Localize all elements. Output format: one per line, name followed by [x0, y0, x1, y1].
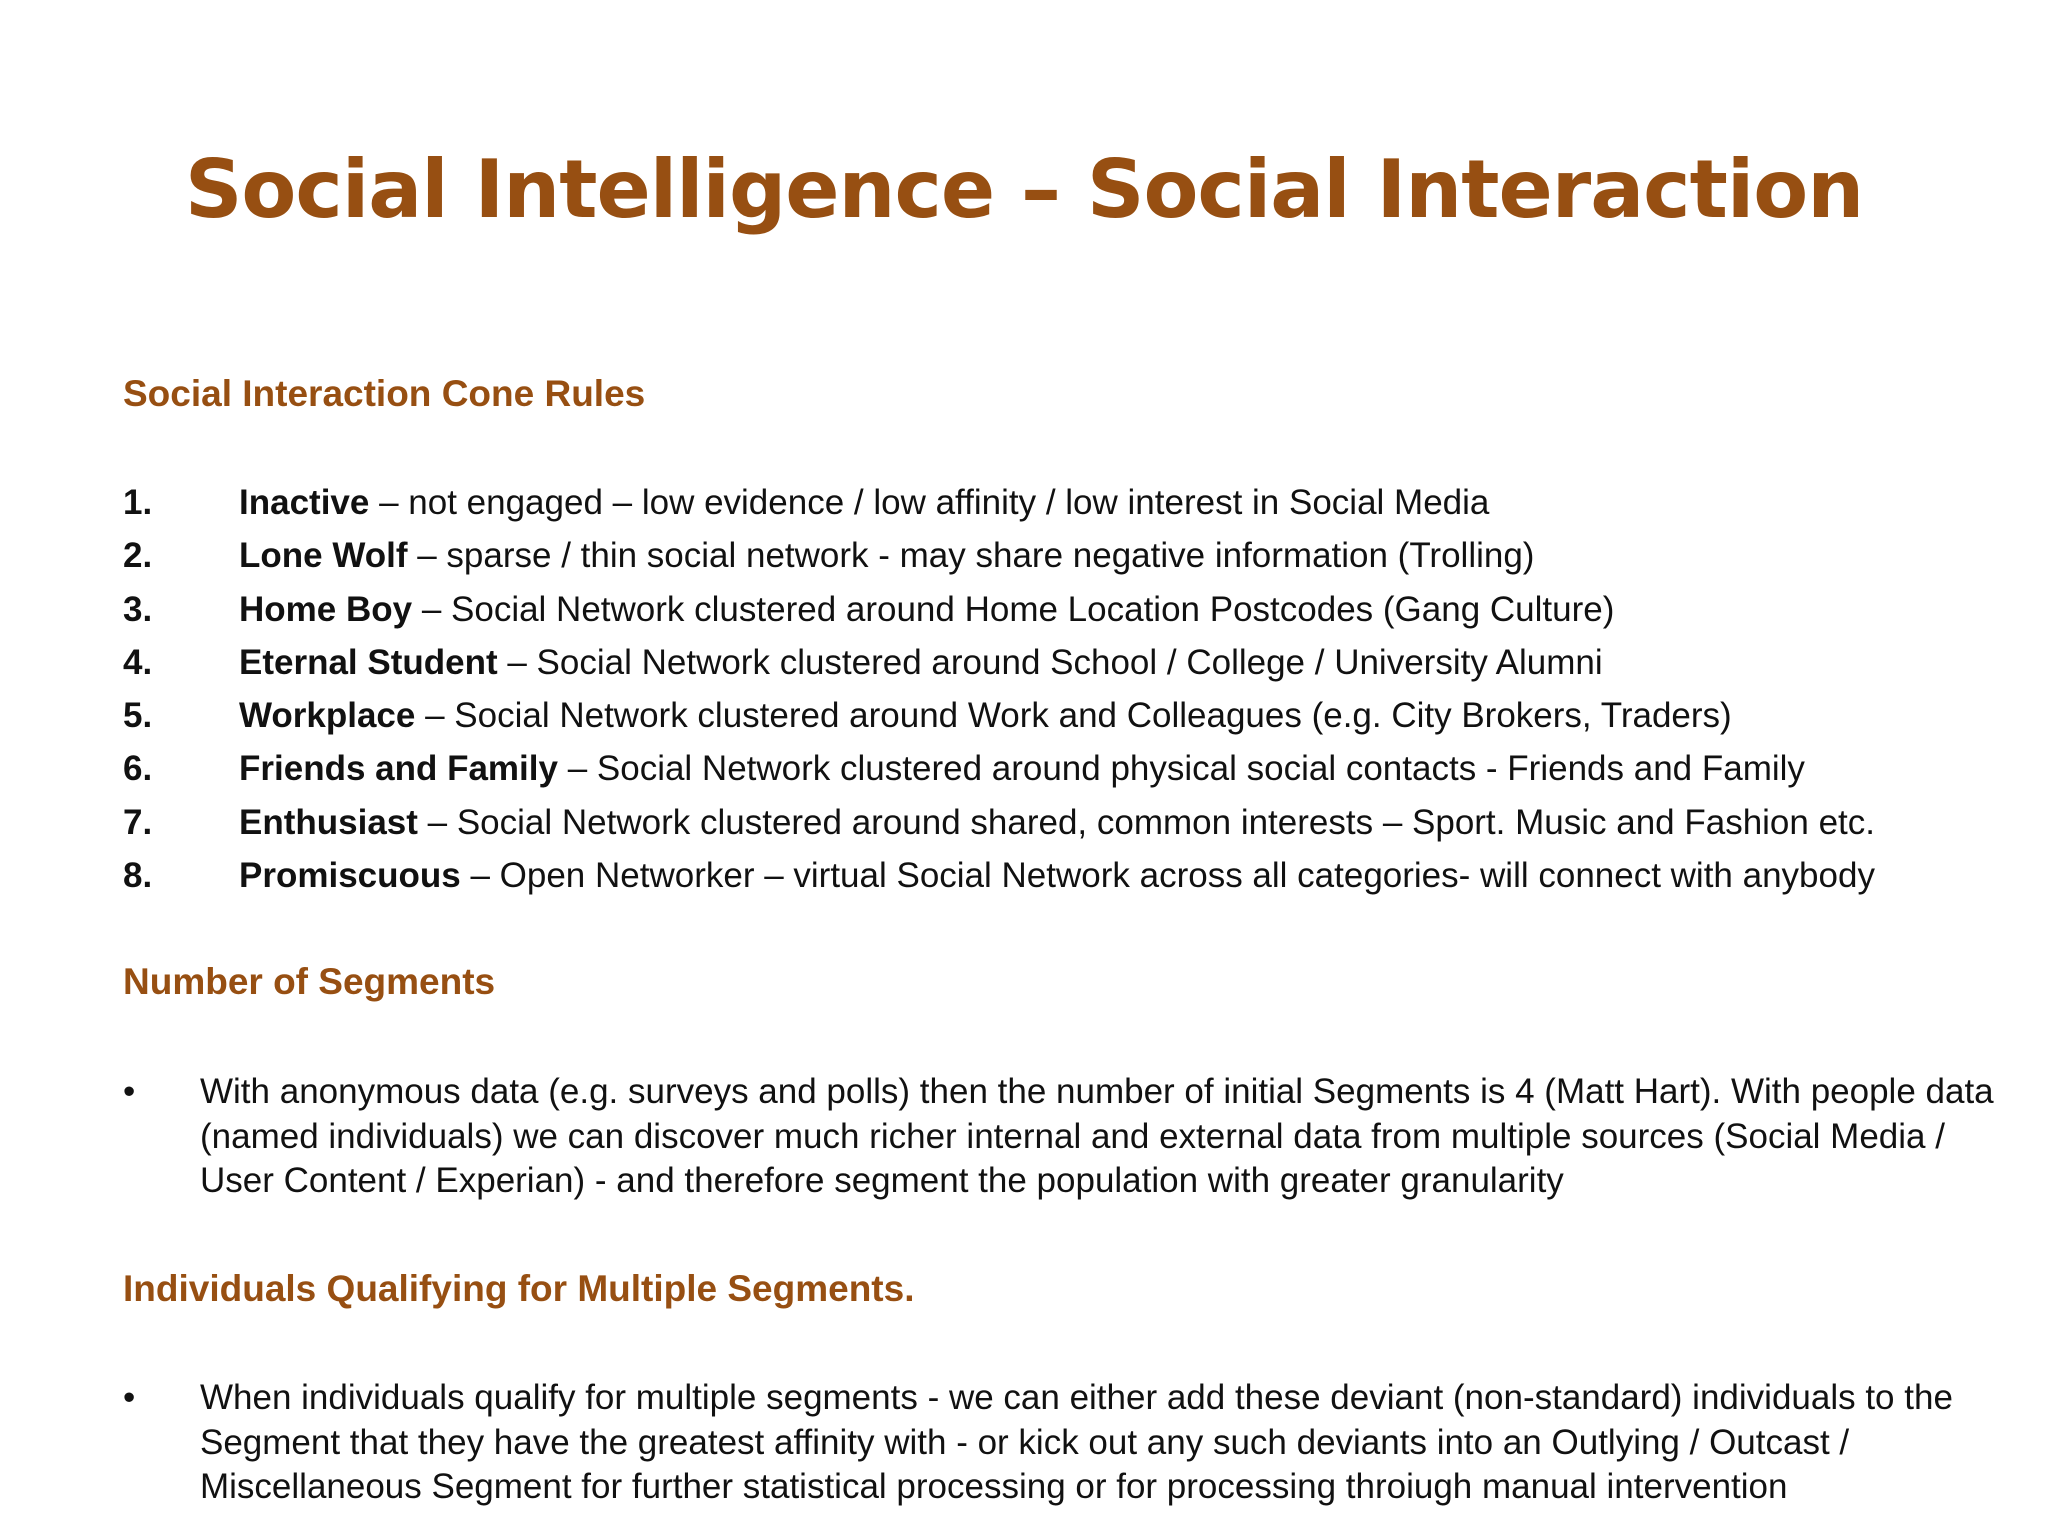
rule-body [239, 585, 1614, 635]
list-item [123, 798, 2023, 851]
rule-name: Friends and Family [239, 749, 558, 789]
rule-number: 6. [123, 749, 153, 789]
rule-description: – Social Network clustered around Home Location Postcodes (Gang Culture) [412, 589, 1615, 629]
rule-description: – Social Network clustered around School / College / University Alumni [497, 642, 1603, 682]
segments-heading: Number of Segments [123, 961, 496, 1002]
rule-description: – Social Network clustered around Work and Colleagues (e.g. City Brokers, Traders) [415, 696, 1732, 736]
list-item [123, 478, 2023, 531]
list-item [123, 638, 2023, 691]
rule-body [239, 798, 1875, 848]
rule-name: Enthusiast [239, 802, 418, 842]
bullet-icon: • [123, 1072, 136, 1111]
slide-title: Social Intelligence – Social Interaction [184, 143, 1864, 236]
multiple-segments-heading: Individuals Qualifying for Multiple Segments. [123, 1268, 915, 1309]
list-item [123, 531, 2023, 584]
rule-number: 5. [123, 696, 153, 736]
rule-number: 2. [123, 536, 153, 576]
rule-name: Eternal Student [239, 642, 498, 682]
rule-description: – not engaged – low evidence / low affinity / low interest in Social Media [369, 483, 1490, 522]
rule-number: 1. [123, 483, 153, 522]
list-item [123, 585, 2023, 638]
list-item [123, 691, 2023, 744]
rule-number: 3. [123, 589, 153, 629]
rule-number: 8. [123, 856, 153, 896]
rule-body [239, 638, 1603, 688]
rule-name: Lone Wolf [239, 536, 408, 576]
rule-name: Home Boy [239, 589, 413, 629]
rule-body [239, 478, 1489, 528]
list-item [123, 851, 2023, 904]
rule-body [239, 531, 1534, 581]
rule-body [239, 691, 1732, 741]
rule-body [239, 744, 1805, 794]
rule-name: Inactive [239, 483, 370, 522]
rule-description: – Social Network clustered around shared, common interests – Sport. Music and Fashion etc. [417, 802, 1876, 842]
multiple-segments-text: When individuals qualify for multiple segments - we can either add these deviant (non-standard) individuals to the Segment that they have the greatest affinity with - or kick out any such deviants into an Outlying / Outcast / Miscellaneous Segment for further statistical processing or for processing throiugh manual intervention [200, 1378, 1953, 1506]
cone-rules-heading: Social Interaction Cone Rules [123, 373, 646, 414]
rule-body [239, 851, 1875, 901]
rule-description: – Social Network clustered around physical social contacts - Friends and Family [557, 749, 1805, 789]
rule-number: 4. [123, 642, 153, 682]
rule-name: Promiscuous [239, 856, 461, 896]
rule-name: Workplace [239, 696, 416, 736]
rule-description: – Open Networker – virtual Social Network across all categories- will connect with anybody [460, 856, 1875, 896]
bullet-icon: • [123, 1378, 136, 1417]
cone-rules-list [123, 478, 2023, 904]
segments-text: With anonymous data (e.g. surveys and polls) then the number of initial Segments is 4 (Matt Hart). With people data (named individuals) we can discover much richer internal and external data from multiple sources (Social Media / User Content / Experian) - and therefore segment the population with greater granularity [200, 1072, 1994, 1200]
list-item [123, 744, 2023, 797]
rule-number: 7. [123, 802, 153, 842]
rule-description: – sparse / thin social network - may share negative information (Trolling) [407, 536, 1535, 576]
